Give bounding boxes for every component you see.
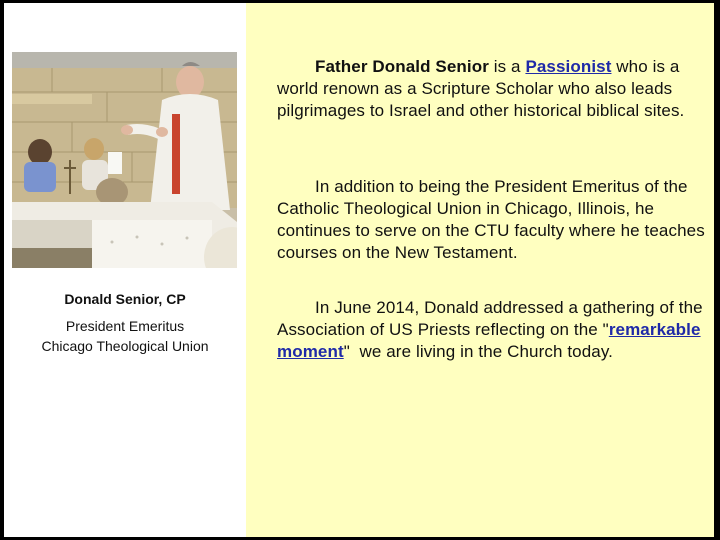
bio-paragraph-ctu: In addition to being the President Emeritus of the Catholic Theological Union in Chicago, Illinois, he continues to serve on the CTU faculty where he teaches courses on the New Testament. [277,177,705,262]
photo-illustration [12,52,237,268]
bio-text: In June 2014, Donald addressed a gathering of the Association of US Priests reflecting on the " [277,298,703,339]
remarkable-moment-link[interactable]: remarkable moment [277,320,701,361]
caption-organization: Chicago Theological Union [41,338,209,354]
portrait-photo [12,52,237,268]
caption-name: Donald Senior, CP [64,291,186,307]
bio-paragraph-intro [277,56,707,122]
slide [4,3,714,537]
passionist-link[interactable]: Passionist [525,57,612,76]
bio-text: who is a world renown as a Scripture Scholar who also leads pilgrimages to Israel and other historical biblical sites. [277,57,685,120]
left-panel [4,3,246,537]
bio-text: " we are living in the Church today. [343,342,613,361]
bio-name: Father Donald Senior [315,57,489,76]
photo-caption [4,290,246,356]
caption-title: President Emeritus [65,318,185,334]
bio-paragraph-address [277,297,707,363]
bio-text: is a [488,57,526,76]
bio-panel [246,3,714,537]
